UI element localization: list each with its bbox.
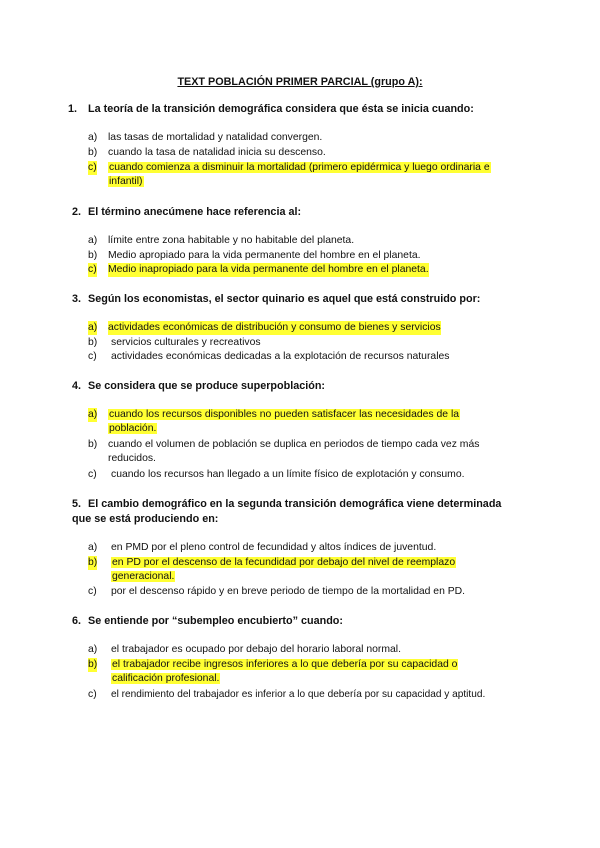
option-letter: b) xyxy=(88,659,98,670)
option-letter: a) xyxy=(88,644,98,655)
option-letter: b) xyxy=(88,557,98,568)
question-6 xyxy=(72,614,343,629)
option-text: las tasas de mortalidad y natalidad convergen. xyxy=(108,132,323,143)
option-letter: a) xyxy=(88,322,98,333)
question-text: El término anecúmene hace referencia al: xyxy=(88,206,302,218)
question-number: 2. xyxy=(72,206,82,218)
option-text-line-2: reducidos. xyxy=(108,453,156,464)
question-2 xyxy=(72,205,301,220)
option-letter: b) xyxy=(88,337,98,348)
question-text: Según los economistas, el sector quinario es aquel que está construido por: xyxy=(88,293,481,305)
question-5 xyxy=(72,497,542,527)
question-number: 6. xyxy=(72,615,82,627)
option-text: cuando la tasa de natalidad inicia su descenso. xyxy=(108,147,326,158)
option-letter: a) xyxy=(88,235,98,246)
option-text: Medio inapropiado para la vida permanente del hombre en el planeta. xyxy=(108,264,429,275)
question-text-line-2: que se está produciendo en: xyxy=(72,513,219,525)
option-letter: c) xyxy=(88,162,97,173)
option-text: actividades económicas de distribución y consumo de bienes y servicios xyxy=(108,322,441,333)
question-text: Se considera que se produce superpoblación: xyxy=(88,380,326,392)
option-text-line-1: cuando los recursos disponibles no pueden satisfacer las necesidades de la xyxy=(109,409,460,420)
option-text: en PMD por el pleno control de fecundidad y altos índices de juventud. xyxy=(111,542,437,553)
question-number: 4. xyxy=(72,380,82,392)
question-1 xyxy=(68,102,474,117)
option-text-line-1: el trabajador recibe ingresos inferiores a lo que debería por su capacidad o xyxy=(112,659,458,670)
option-text-line-1: cuando el volumen de población se duplica en periodos de tiempo cada vez más xyxy=(108,439,480,450)
option-text: el rendimiento del trabajador es inferior a lo que debería por su capacidad y aptitud. xyxy=(111,689,486,700)
option-text-line-1: cuando comienza a disminuir la mortalidad (primero epidérmica y luego ordinaria e xyxy=(109,162,490,173)
page-title: TEXT POBLACIÓN PRIMER PARCIAL (grupo A): xyxy=(177,76,423,88)
option-text-line-2: población. xyxy=(109,423,157,434)
option-letter: c) xyxy=(88,689,97,700)
option-text: servicios culturales y recreativos xyxy=(111,337,261,348)
option-text: por el descenso rápido y en breve periodo de tiempo de la mortalidad en PD. xyxy=(111,586,466,597)
option-text-line-2: infantil) xyxy=(109,176,143,187)
option-letter: c) xyxy=(88,351,97,362)
option-letter: c) xyxy=(88,264,97,275)
question-number: 1. xyxy=(68,103,78,115)
option-letter: a) xyxy=(88,409,98,420)
question-number: 5. xyxy=(72,498,82,510)
option-text: límite entre zona habitable y no habitable del planeta. xyxy=(108,235,355,246)
question-text: Se entiende por “subempleo encubierto” cuando: xyxy=(88,615,343,627)
option-letter: b) xyxy=(88,147,98,158)
option-text: el trabajador es ocupado por debajo del horario laboral normal. xyxy=(111,644,401,655)
option-letter: a) xyxy=(88,542,98,553)
option-text-line-1: en PD por el descenso de la fecundidad por debajo del nivel de reemplazo xyxy=(112,557,456,568)
option-text-line-2: generacional. xyxy=(112,571,175,582)
option-text: Medio apropiado para la vida permanente del hombre en el planeta. xyxy=(108,250,421,261)
question-4 xyxy=(72,379,325,394)
question-3 xyxy=(72,292,480,307)
option-letter: c) xyxy=(88,469,97,480)
option-letter: b) xyxy=(88,250,98,261)
option-text: cuando los recursos han llegado a un límite físico de explotación y consumo. xyxy=(111,469,465,480)
question-text: La teoría de la transición demográfica considera que ésta se inicia cuando: xyxy=(88,103,474,115)
question-text-line-1: El cambio demográfico en la segunda transición demográfica viene determinada xyxy=(88,498,502,510)
option-letter: c) xyxy=(88,586,97,597)
option-letter: a) xyxy=(88,132,98,143)
question-number: 3. xyxy=(72,293,82,305)
option-text-line-2: calificación profesional. xyxy=(112,673,220,684)
option-letter: b) xyxy=(88,439,98,450)
option-text: actividades económicas dedicadas a la explotación de recursos naturales xyxy=(111,351,450,362)
